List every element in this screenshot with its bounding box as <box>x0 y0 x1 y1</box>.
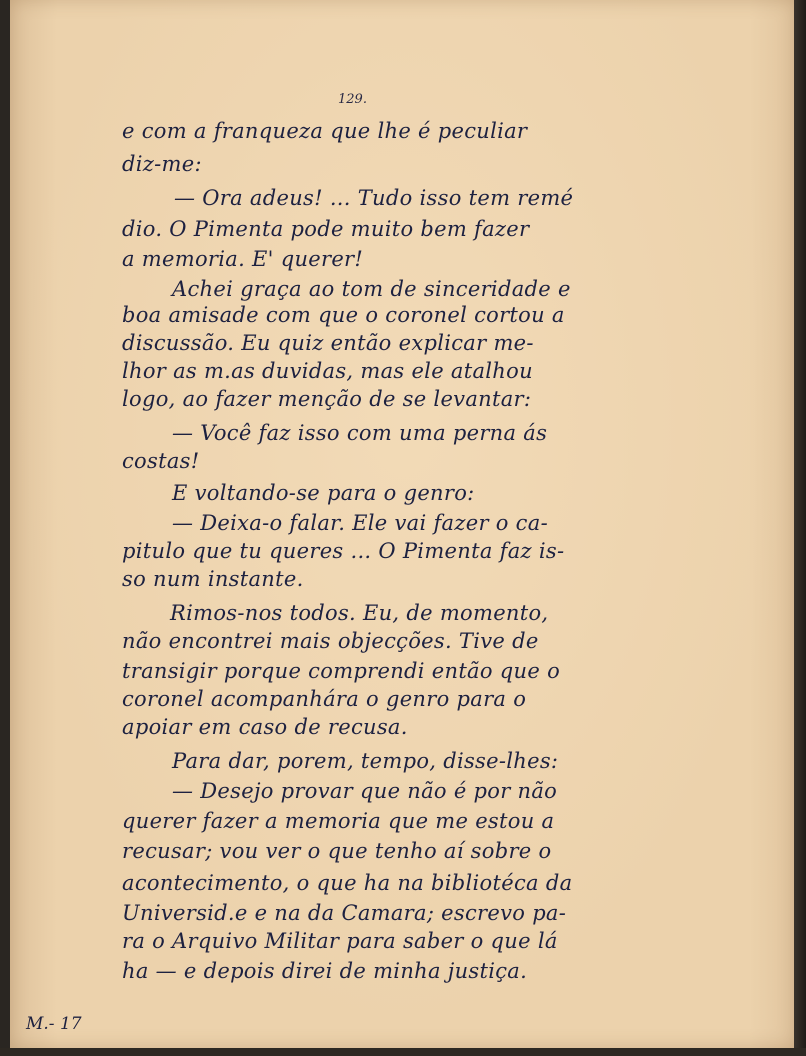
text-line: ha — e depois direi de minha justiça. <box>122 959 528 983</box>
page-number: 129. <box>338 92 367 107</box>
text-line: ra o Arquivo Militar para saber o que lá <box>122 929 558 953</box>
text-line: querer fazer a memoria que me estou a <box>122 809 555 833</box>
text-line: coronel acompanhára o genro para o <box>122 687 527 711</box>
bottom-edge <box>0 1048 806 1056</box>
text-line: Rimos-nos todos. Eu, de momento, <box>170 601 549 625</box>
text-line: — Desejo provar que não é por não <box>172 779 558 803</box>
text-line: transigir porque comprendi então que o <box>122 659 561 683</box>
text-line: apoiar em caso de recusa. <box>122 715 408 739</box>
text-line: — Você faz isso com uma perna ás <box>172 421 548 445</box>
text-line: e com a franqueza que lhe é peculiar <box>122 119 528 143</box>
text-line: dio. O Pimenta pode muito bem fazer <box>122 217 530 241</box>
text-line: Universid.e e na da Camara; escrevo pa- <box>122 901 567 925</box>
text-line: lhor as m.as duvidas, mas ele atalhou <box>122 359 533 383</box>
text-line: acontecimento, o que ha na bibliotéca da <box>122 871 573 895</box>
text-line: diz-me: <box>122 152 202 176</box>
text-line: recusar; vou ver o que tenho aí sobre o <box>122 839 552 863</box>
text-line: a memoria. E' querer! <box>122 247 364 271</box>
text-line: — Deixa-o falar. Ele vai fazer o ca- <box>172 511 548 535</box>
text-line: costas! <box>122 449 200 473</box>
text-line: boa amisade com que o coronel cortou a <box>122 303 565 327</box>
text-line: Para dar, porem, tempo, disse-lhes: <box>172 749 559 773</box>
text-line: — Ora adeus! ... Tudo isso tem remé <box>174 186 574 210</box>
binding-edge <box>794 0 806 1056</box>
manuscript-page <box>10 0 796 1048</box>
text-line: logo, ao fazer menção de se levantar: <box>122 387 532 411</box>
text-line: E voltando-se para o genro: <box>172 481 475 505</box>
text-line: Achei graça ao tom de sinceridade e <box>172 277 571 301</box>
archive-mark: M.- 17 <box>26 1014 82 1034</box>
text-line: não encontrei mais objecções. Tive de <box>122 629 539 653</box>
text-line: pitulo que tu queres ... O Pimenta faz is- <box>122 539 565 563</box>
text-line: so num instante. <box>122 567 304 591</box>
text-line: discussão. Eu quiz então explicar me- <box>122 331 534 355</box>
